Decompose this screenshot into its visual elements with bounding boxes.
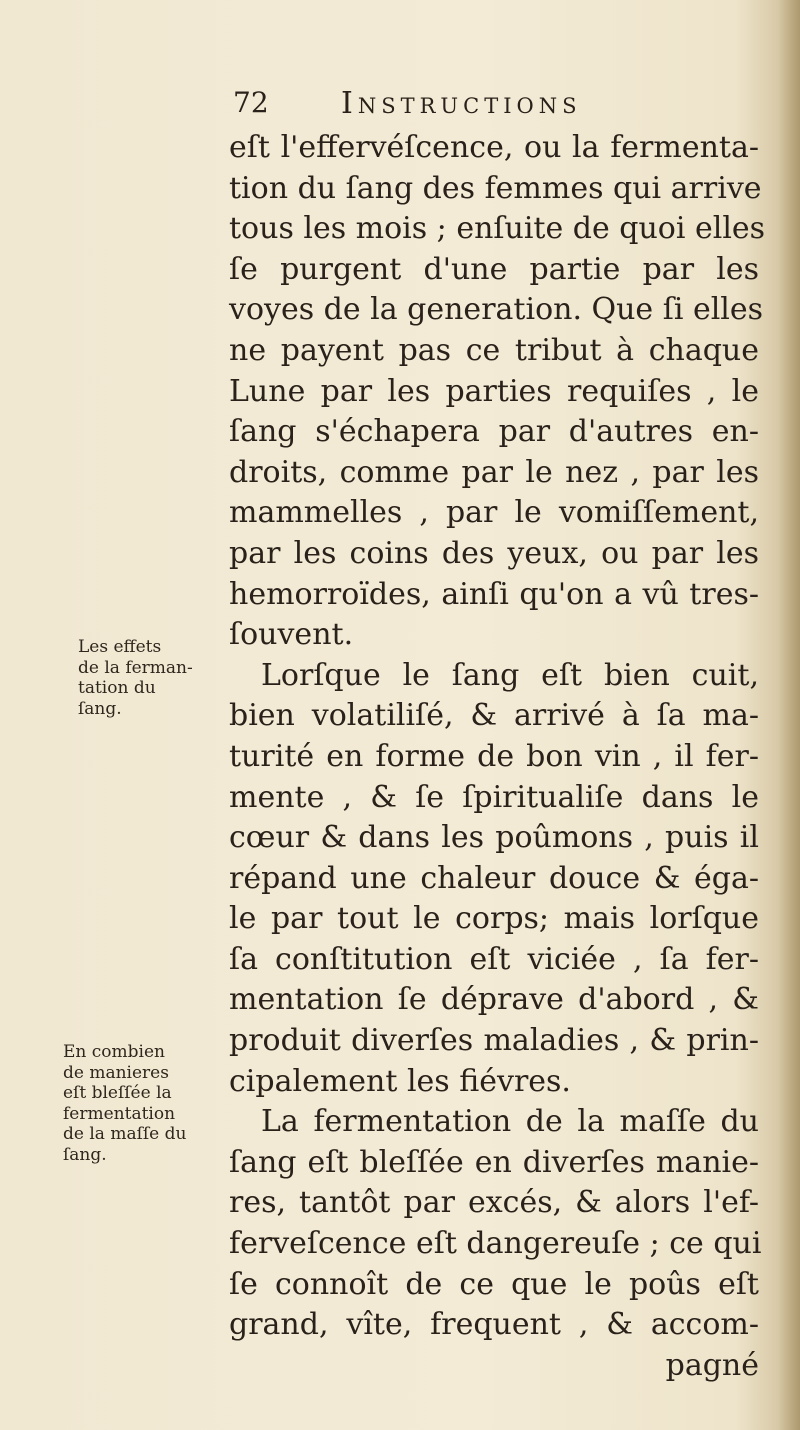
text-line: le par tout le corps; mais lorſque	[229, 901, 759, 937]
text-line: La fermentation de la maſſe du	[261, 1104, 759, 1140]
text-line: ſang s'échapera par d'autres en-	[229, 414, 759, 450]
text-line: ferveſcence eſt dangereuſe ; ce qui	[229, 1226, 762, 1262]
side-note-effets	[78, 637, 218, 719]
text-line: ſe connoît de ce que le poûs eſt	[229, 1266, 759, 1302]
side-note-line: Les effets	[78, 637, 162, 657]
side-note-line: tation du	[78, 678, 156, 698]
text-line: cipalement les fiévres.	[229, 1063, 571, 1099]
text-line: mammelles , par le vomiſſement,	[229, 495, 759, 531]
side-note-manieres	[63, 1042, 223, 1165]
page-header	[233, 86, 773, 126]
text-line: Lorſque le ſang eſt bien cuit,	[261, 657, 759, 693]
side-note-line: ſang.	[63, 1144, 107, 1165]
text-line: Lune par les parties requiſes , le	[229, 373, 759, 409]
page-edge-shadow	[778, 0, 800, 1430]
text-line: hemorroïdes, ainſi qu'on a vû tres-	[229, 576, 759, 612]
text-line: ſouvent.	[229, 617, 354, 653]
side-note-line: En combien	[63, 1042, 165, 1062]
text-line: turité en forme de bon vin , il fer-	[229, 738, 759, 774]
text-line: res, tantôt par excés, & alors l'ef-	[229, 1185, 759, 1221]
text-line: répand une chaleur douce & éga-	[229, 860, 759, 896]
text-line: mente , & ſe ſpiritualiſe dans le	[229, 779, 759, 815]
body-text	[229, 128, 766, 1386]
catchword: pagné	[665, 1347, 759, 1383]
text-line: mentation ſe déprave d'abord , &	[229, 982, 759, 1018]
side-note-line: de manieres	[63, 1062, 169, 1083]
side-note-line: eſt bleſſée la	[63, 1083, 172, 1103]
text-line: grand, vîte, frequent , & accom-	[229, 1307, 759, 1343]
text-line: ſa conſtitution eſt viciée , ſa fer-	[229, 941, 759, 977]
text-line: cœur & dans les poûmons , puis il	[229, 820, 759, 856]
text-line: tion du ſang des femmes qui arrive	[229, 170, 762, 206]
text-line: par les coins des yeux, ou par les	[229, 535, 759, 571]
side-note-line: fermentation	[63, 1103, 176, 1124]
running-title: Instructions	[341, 86, 582, 121]
text-line: voyes de la generation. Que ſi elles	[229, 292, 764, 328]
text-line: bien volatiliſé, & arrivé à ſa ma-	[229, 698, 759, 734]
text-line: ſang eſt bleſſée en diverſes manie-	[229, 1144, 759, 1180]
text-line: ſe purgent d'une partie par les	[229, 251, 759, 287]
text-line: tous les mois ; enſuite de quoi elles	[229, 211, 766, 247]
side-note-line: de la maſſe du	[63, 1124, 187, 1144]
text-line: droits, comme par le nez , par les	[229, 454, 759, 490]
page-number: 72	[233, 86, 269, 119]
text-line: eſt l'effervéſcence, ou la fermenta-	[229, 130, 759, 165]
text-line: ne payent pas ce tribut à chaque	[229, 332, 759, 368]
text-line: produit diverſes maladies , & prin-	[229, 1023, 759, 1059]
side-note-line: de la ferman-	[78, 657, 193, 678]
side-note-line: ſang.	[78, 698, 122, 719]
